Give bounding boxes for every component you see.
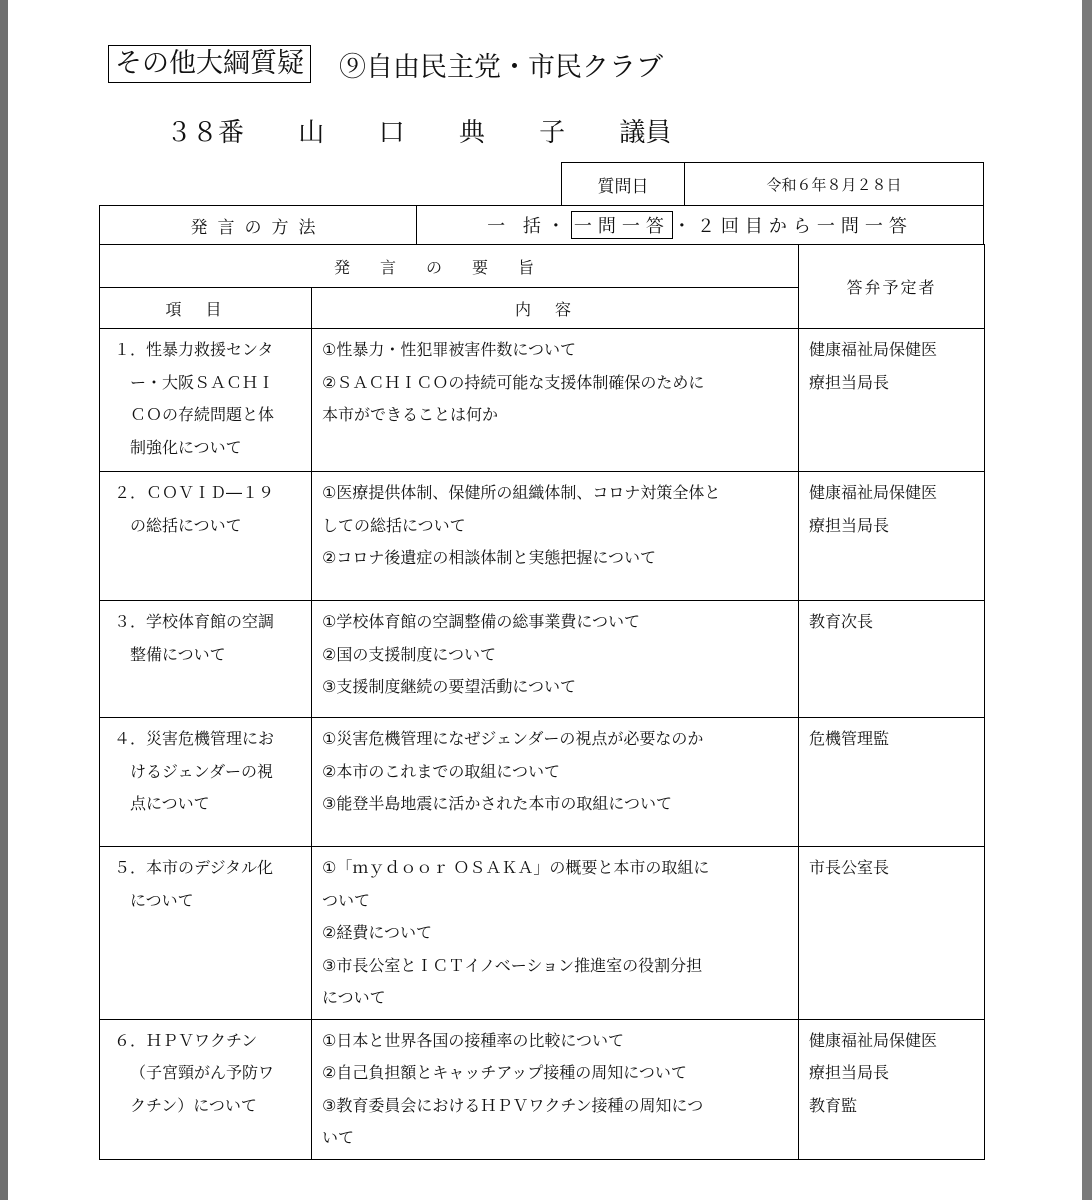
item-cell: ２．ＣＯＶＩＤ―１９ の総括について [100, 472, 312, 601]
speech-method-label: 発言の方法 [100, 206, 417, 244]
member-heading [166, 112, 681, 149]
scan-edge-right [1082, 0, 1092, 1200]
question-date-box [561, 162, 984, 206]
respondent-cell: 市長公室長 [799, 847, 985, 1020]
content-cell: ①学校体育館の空調整備の総事業費について ②国の支援制度について ③支援制度継続の要望活動について [312, 601, 799, 718]
content-cell: ①医療提供体制、保健所の組織体制、コロナ対策全体と しての総括について ②コロナ後遺症の相談体制と実態把握について [312, 472, 799, 601]
summary-header: 発言の要旨 [100, 245, 799, 288]
respondent-cell: 健康福祉局保健医 療担当局長 [799, 329, 985, 472]
respondent-cell: 健康福祉局保健医 療担当局長 [799, 472, 985, 601]
member-name-char: 口 [378, 118, 405, 148]
respondent-cell: 健康福祉局保健医 療担当局長 教育監 [799, 1019, 985, 1159]
content-header: 内容 [312, 288, 799, 329]
member-number: ３８番 [166, 118, 245, 148]
respondent-cell: 教育次長 [799, 601, 985, 718]
item-cell: ５．本市のデジタル化 について [100, 847, 312, 1020]
method-option-second-round: ２回目から一問一答 [696, 216, 913, 237]
respondent-header: 答弁予定者 [799, 245, 985, 329]
question-date-label: 質問日 [562, 163, 685, 205]
item-cell: ３．学校体育館の空調 整備について [100, 601, 312, 718]
method-separator: ・ [546, 216, 571, 237]
speech-method-row [99, 205, 984, 245]
table-row [100, 472, 985, 601]
member-name-char: 子 [539, 118, 566, 148]
member-name-char: 典 [458, 118, 485, 148]
method-option-one-by-one-selected: 一問一答 [571, 211, 673, 239]
document-heading [108, 44, 663, 84]
table-row [100, 1019, 985, 1159]
table-row [100, 718, 985, 847]
member-name-char: 山 [298, 118, 325, 148]
content-cell: ①災害危機管理になぜジェンダーの視点が必要なのか ②本市のこれまでの取組について ③能登半島地震に活かされた本市の取組について [312, 718, 799, 847]
item-cell: ４．災害危機管理にお けるジェンダーの視 点について [100, 718, 312, 847]
member-title: 議員 [619, 118, 672, 148]
method-option-bulk: 一 括 [487, 216, 547, 237]
speech-method-options [417, 206, 983, 244]
item-cell: ６．ＨＰＶワクチン （子宮頸がん予防ワ クチン）について [100, 1019, 312, 1159]
content-cell: ①性暴力・性犯罪被害件数について ②ＳＡＣＨＩＣＯの持続可能な支援体制確保のために 本市ができることは何か [312, 329, 799, 472]
questions-table [99, 244, 985, 1160]
method-separator: ・ [672, 216, 697, 237]
item-header: 項目 [100, 288, 312, 329]
table-row [100, 601, 985, 718]
question-date-value: 令和６年８月２８日 [766, 175, 902, 194]
table-row [100, 329, 985, 472]
scan-edge-left [0, 0, 8, 1200]
item-cell: １．性暴力救援センタ ー・大阪ＳＡＣＨＩ ＣＯの存続問題と体 制強化について [100, 329, 312, 472]
content-cell: ①日本と世界各国の接種率の比較について ②自己負担額とキャッチアップ接種の周知について ③教育委員会におけるＨＰＶワクチン接種の周知につ いて [312, 1019, 799, 1159]
content-cell: ①「ｍｙｄｏｏｒ ＯＳＡＫＡ」の概要と本市の取組に ついて ②経費について ③市長公室とＩＣＴイノベーション推進室の役割分担 について [312, 847, 799, 1020]
party-name: ⑨自由民主党・市民クラブ [339, 51, 663, 83]
table-row [100, 847, 985, 1020]
respondent-cell: 危機管理監 [799, 718, 985, 847]
category-title: その他大綱質疑 [108, 45, 311, 83]
